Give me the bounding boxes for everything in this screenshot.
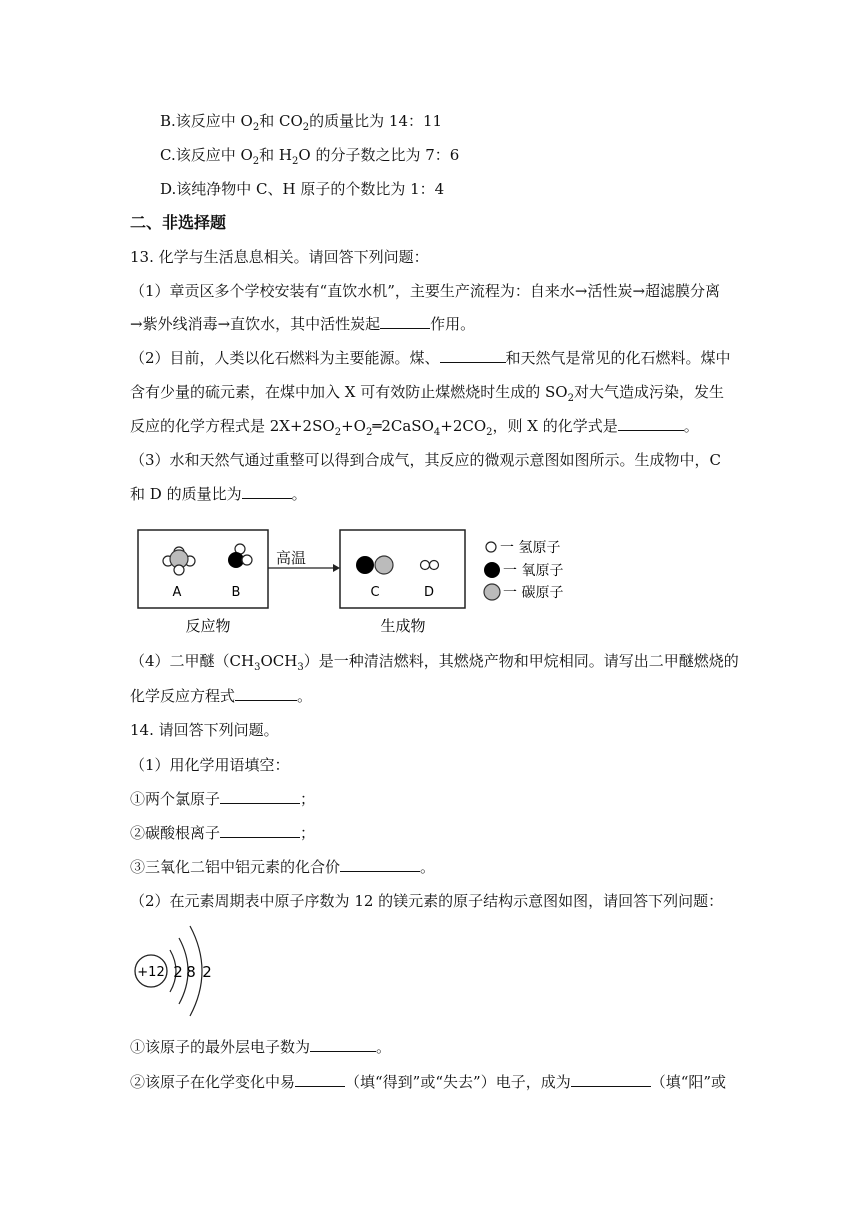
q14-part1: （1）用化学用语填空： [130, 756, 290, 774]
legend-oxygen: 一 氧原子 [503, 563, 564, 579]
label-d: D [423, 585, 435, 600]
products-caption: 生成物 [380, 617, 426, 635]
answer-blank[interactable] [295, 1072, 345, 1087]
q14-part2: （2）在元素周期表中原子序数为 12 的镁元素的原子结构示意图如图，请回答下列问题： [130, 892, 724, 910]
q14-title: 14. 请回答下列问题。 [130, 721, 279, 739]
q13-part4-line2: 化学反应方程式 。 [130, 687, 313, 705]
shell-1-electrons: 2 [173, 963, 183, 981]
label-c: C [370, 585, 380, 600]
reactant-box [138, 530, 268, 608]
answer-blank[interactable] [440, 348, 506, 363]
label-a: A [172, 585, 182, 600]
answer-blank[interactable] [220, 789, 300, 804]
q14-item1: ①两个氯原子 ； [130, 790, 316, 808]
q14-item3: ③三氧化二铝中铝元素的化合价 。 [130, 858, 436, 876]
q13-part2-line1: （2）目前，人类以化石燃料为主要能源。煤、 和天然气是常见的化石燃料。煤中 [130, 349, 731, 367]
q13-part2-line3: 反应的化学方程式是 $2X+2SO_2+O_2═2CaSO_4+2CO_2$，则 X 的化学式是 。 [130, 417, 699, 438]
q13-part3-line1: （3）水和天然气通过重整可以得到合成气，其反应的微观示意图如图所示。生成物中，C [130, 451, 722, 469]
legend [484, 540, 563, 601]
shell-2-electrons: 8 [186, 963, 196, 981]
answer-blank[interactable] [571, 1072, 651, 1087]
q14-item2: ②碳酸根离子 ； [130, 824, 316, 842]
answer-blank[interactable] [618, 416, 684, 431]
q13-part1-line1: （1）章贡区多个学校安装有“直饮水机”，主要生产流程为：自来水→活性炭→超滤膜分离 [130, 282, 721, 300]
reaction-condition: 高温 [276, 549, 307, 567]
label-b: B [231, 585, 241, 600]
answer-blank[interactable] [242, 484, 292, 499]
option-b: B.该反应中 $O_2$和 $CO_2$的质量比为 14：11 [160, 112, 443, 133]
oxygen-atom-icon [484, 562, 500, 578]
option-d: D.该纯净物中 C、H 原子的个数比为 1：4 [160, 180, 445, 198]
q13-title: 13. 化学与生活息息相关。请回答下列问题： [130, 248, 429, 266]
answer-blank[interactable] [310, 1037, 376, 1052]
legend-carbon: 一 碳原子 [503, 585, 564, 601]
answer-blank[interactable] [220, 823, 300, 838]
option-c: C.该反应中 $O_2$和 $H_2O$ 的分子数之比为 7：6 [160, 146, 460, 167]
answer-blank[interactable] [380, 314, 430, 329]
q14-sub2: ②该原子在化学变化中易 （填“得到”或“失去”）电子，成为 （填“阳”或 [130, 1073, 727, 1091]
carbon-atom-icon [484, 584, 500, 600]
q13-part1-line2: →紫外线消毒→直饮水，其中活性炭起 作用。 [130, 315, 476, 333]
reaction-diagram [130, 520, 590, 635]
reactants-caption: 反应物 [185, 617, 231, 635]
shell-3-electrons: 2 [202, 963, 212, 981]
q14-sub1: ①该原子的最外层电子数为 。 [130, 1038, 392, 1056]
nucleus-charge: +12 [137, 965, 165, 980]
q13-part3-line2: 和 D 的质量比为 。 [130, 485, 307, 503]
q13-part4-line1: （4）二甲醚$(CH_3OCH_3)$是一种清洁燃料，其燃烧产物和甲烷相同。请写出二甲醚燃烧的 [130, 652, 739, 673]
answer-blank[interactable] [235, 686, 297, 701]
legend-hydrogen: 一 氢原子 [500, 540, 561, 556]
section-heading: 二、非选择题 [130, 213, 227, 232]
q13-part2-line2: 含有少量的硫元素，在煤中加入 X 可有效防止煤燃烧时生成的 $SO_2$对大气造成污染，发生 [130, 383, 724, 404]
answer-blank[interactable] [340, 857, 420, 872]
hydrogen-atom-icon [486, 542, 496, 552]
mg-atom-structure-diagram [130, 920, 230, 1020]
